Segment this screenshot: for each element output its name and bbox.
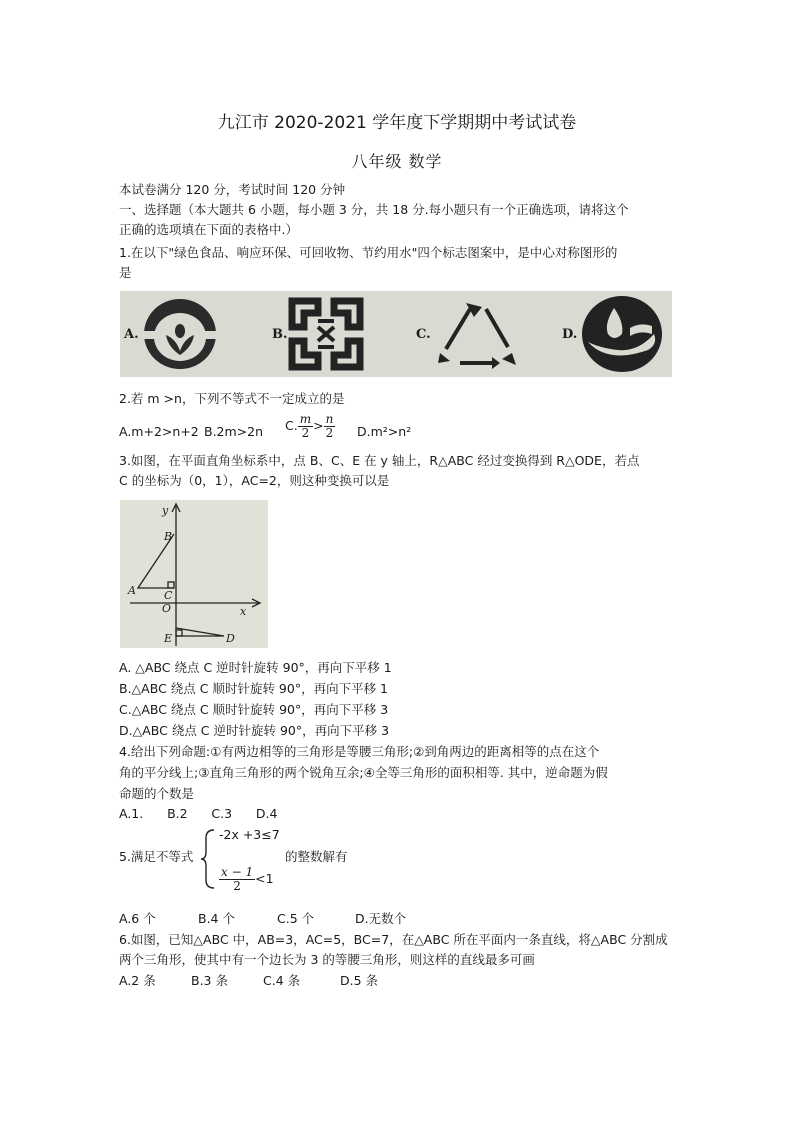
fig-label-c: C	[164, 589, 173, 602]
exam-title: 九江市 2020-2021 学年度下学期期中考试试卷	[217, 113, 577, 133]
q5-option-c: C.5 个	[277, 911, 315, 926]
q5-prefix: 5.满足不等式	[119, 849, 194, 864]
q1-logo-strip	[120, 291, 672, 377]
q3-option-c: C.△ABC 绕点 C 顺时针旋转 90°，再向下平移 3	[119, 702, 389, 717]
exam-subtitle: 八年级 数学	[351, 152, 443, 171]
fig-label-x: x	[240, 605, 247, 618]
fig-label-e: E	[164, 632, 173, 645]
q4-stem-line1: 4.给出下列命题:①有两边相等的三角形是等腰三角形;②到角两边的距离相等的点在这个	[119, 744, 600, 759]
q5-option-a: A.6 个	[119, 911, 156, 926]
fig-label-o: O	[162, 602, 172, 615]
q2-option-b: B.2m>2n	[204, 424, 264, 439]
recycle-logo-icon	[430, 297, 526, 373]
less-than-one: <1	[255, 871, 274, 886]
q6-stem-line1: 6.如图，已知△ABC 中，AB=3，AC=5，BC=7，在△ABC 所在平面内一条直线，将△ABC 分割成	[119, 932, 668, 947]
q1-option-a-label: A.	[124, 327, 139, 342]
q3-stem-line2: C 的坐标为（0，1），AC=2，则这种变换可以是	[119, 473, 390, 488]
environment-logo-icon	[288, 297, 364, 371]
q6-option-a: A.2 条	[119, 973, 156, 988]
greater-than-sign: >	[313, 418, 324, 433]
q3-option-a: A. △ABC 绕点 C 逆时针旋转 90°，再向下平移 1	[119, 660, 392, 675]
section-heading-line1: 一、选择题（本大题共 6 小题，每小题 3 分，共 18 分.每小题只有一个正确选项，请将这个	[119, 202, 629, 217]
q5-suffix: 的整数解有	[285, 849, 348, 864]
q2-stem: 2.若 m >n，下列不等式不一定成立的是	[119, 391, 345, 406]
fig-label-b: B	[164, 530, 173, 543]
q3-option-d: D.△ABC 绕点 C 逆时针旋转 90°，再向下平移 3	[119, 723, 390, 738]
q2-option-c-prefix: C.	[285, 418, 298, 433]
q4-stem-line2: 角的平分线上;③直角三角形的两个锐角互余;④全等三角形的面积相等. 其中，逆命题为假	[119, 765, 608, 780]
q3-coordinate-figure	[120, 500, 268, 648]
fraction-m-over-2: $\frac{m}{2}$	[299, 412, 312, 440]
fraction-x-minus-1-over-2: $\frac{x - 1}{2}$	[221, 865, 254, 893]
q6-option-b: B.3 条	[191, 973, 228, 988]
q6-stem-line2: 两个三角形，使其中有一个边长为 3 的等腰三角形，则这样的直线最多可画	[119, 952, 535, 967]
q4-stem-line3: 命题的个数是	[119, 786, 195, 801]
section-heading-line2: 正确的选项填在下面的表格中.）	[119, 222, 298, 237]
q5-inequality-2	[219, 866, 274, 893]
q1-stem-line2: 是	[119, 265, 132, 280]
q5-inequality-1: -2x +3≤7	[219, 827, 280, 842]
fig-label-d: D	[226, 632, 235, 645]
q3-option-b: B.△ABC 绕点 C 顺时针旋转 90°，再向下平移 1	[119, 681, 389, 696]
fraction-n-over-2: $\frac{n}{2}$	[325, 412, 334, 440]
q2-option-a: A.m+2>n+2	[119, 424, 199, 439]
q2-option-c	[285, 413, 335, 440]
fig-label-a: A	[128, 584, 136, 597]
q2-option-d: D.m²>n²	[357, 424, 412, 439]
q5-option-d: D.无数个	[355, 911, 407, 926]
q4-options: A.1. B.2 C.3 D.4	[119, 806, 278, 821]
q5-option-b: B.4 个	[198, 911, 235, 926]
q6-option-c: C.4 条	[263, 973, 301, 988]
q1-option-c-label: C.	[416, 327, 431, 342]
water-saving-logo-icon	[578, 294, 666, 374]
q3-stem-line1: 3.如图，在平面直角坐标系中，点 B、C、E 在 y 轴上，R△ABC 经过变换得到 R△ODE，若点	[119, 453, 640, 468]
q1-option-b-label: B.	[272, 327, 288, 342]
exam-info: 本试卷满分 120 分，考试时间 120 分钟	[119, 182, 346, 197]
coordinate-plane-diagram	[120, 500, 268, 648]
fig-label-y: y	[162, 504, 169, 517]
q6-option-d: D.5 条	[340, 973, 379, 988]
q1-option-d-label: D.	[562, 327, 578, 342]
system-brace-icon	[200, 828, 216, 890]
green-food-logo-icon	[140, 295, 220, 373]
q1-stem-line1: 1.在以下"绿色食品、响应环保、可回收物、节约用水"四个标志图案中，是中心对称图形的	[119, 245, 618, 260]
